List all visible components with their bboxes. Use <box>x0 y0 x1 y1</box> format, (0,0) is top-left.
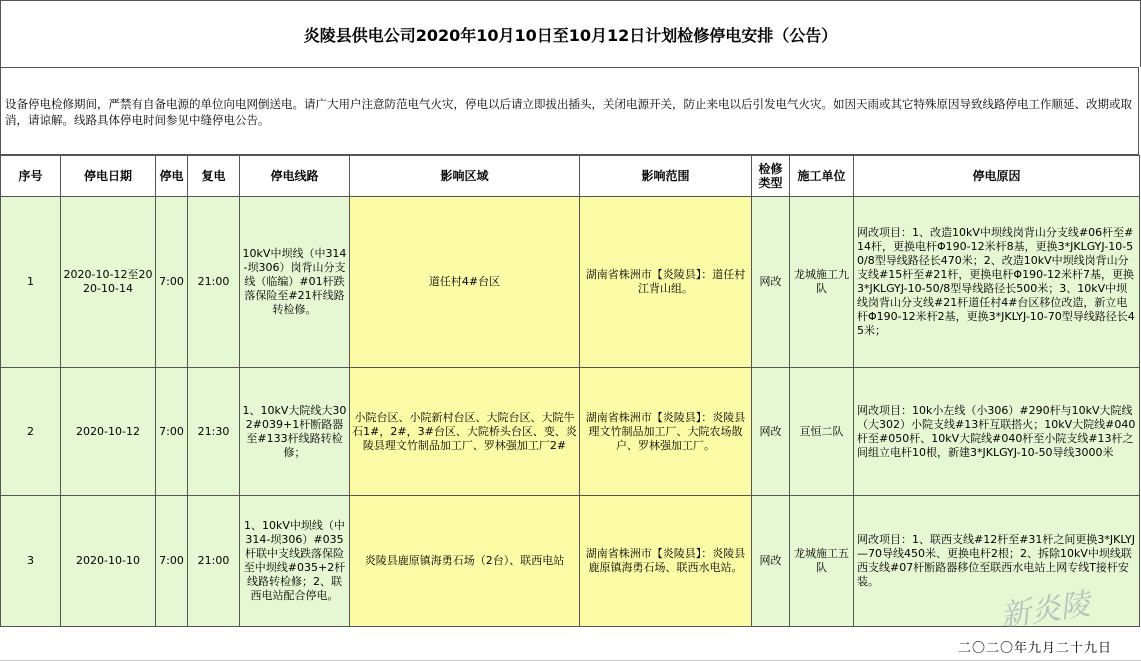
table-header-row <box>1 156 1140 197</box>
cell-date: 2020-10-10 <box>61 496 156 627</box>
cell-off: 7:00 <box>156 197 188 368</box>
cell-on: 21:00 <box>188 197 240 368</box>
header-unit: 施工单位 <box>790 156 854 197</box>
table-row <box>1 496 1140 627</box>
outage-table <box>0 155 1140 627</box>
header-scope: 影响范围 <box>580 156 752 197</box>
cell-date: 2020-10-12至2020-10-14 <box>61 197 156 368</box>
header-on: 复电 <box>188 156 240 197</box>
header-line: 停电线路 <box>240 156 350 197</box>
cell-scope: 湖南省株洲市【炎陵县】：炎陵县理文竹制品加工厂、大院农场散户、罗林强加工厂。 <box>580 368 752 496</box>
cell-area: 道任村4#台区 <box>350 197 580 368</box>
cell-unit: 龙城施工五队 <box>790 496 854 627</box>
bottom-divider <box>0 660 1141 661</box>
cell-line: 1、10kV大院线大302#039+1杆断路器至#133杆线路转检修； <box>240 368 350 496</box>
cell-unit: 亘恒二队 <box>790 368 854 496</box>
cell-area: 炎陵县鹿原镇海勇石场（2台）、联西电站 <box>350 496 580 627</box>
cell-line: 1、10kV中坝线（中314-坝306）#035杆联中支线跌落保险至中坝线#035+2杆线路转检修；2、联西电站配合停电。 <box>240 496 350 627</box>
header-date: 停电日期 <box>61 156 156 197</box>
header-off: 停电 <box>156 156 188 197</box>
cell-off: 7:00 <box>156 496 188 627</box>
cell-reason: 网改项目：1、联西支线#12杆至#31杆之间更换3*JKLYJ—70导线450米、更换电杆2根；2、拆除10kV中坝线联西支线#07杆断路器移位至联西水电站上网专线T接杆安装。 <box>854 496 1140 627</box>
cell-scope: 湖南省株洲市【炎陵县】：炎陵县鹿原镇海勇石场、联西水电站。 <box>580 496 752 627</box>
cell-reason: 网改项目：10k小左线（小306）#290杆与10kV大院线（大302）小院支线#13杆互联搭火；10kV大院线#040杆至#050杆、10kV大院线#040杆至小院支线#13杆之间组立电杆10根，新建3*JKLGYJ-10-50导线3000米 <box>854 368 1140 496</box>
cell-scope: 湖南省株洲市【炎陵县】：道任村江背山组。 <box>580 197 752 368</box>
cell-off: 7:00 <box>156 368 188 496</box>
cell-type: 网改 <box>752 496 790 627</box>
cell-area: 小院台区、小院新村台区、大院台区、大院牛石1#，2#，3#台区、大院桥头台区、变、炎陵县理文竹制品加工厂、罗林强加工厂2# <box>350 368 580 496</box>
table-row <box>1 197 1140 368</box>
notice-box <box>0 67 1139 155</box>
header-no: 序号 <box>1 156 61 197</box>
cell-on: 21:30 <box>188 368 240 496</box>
cell-no: 2 <box>1 368 61 496</box>
table-row <box>1 368 1140 496</box>
cell-reason: 网改项目：1、改造10kV中坝线岗背山分支线#06杆至#14杆，更换电杆Φ190-12米杆8基，更换3*JKLGYJ-10-50/8型导线路径长470米；2、改造10kV中坝线岗背山分支线#15杆至#21杆，更换电杆Φ190-12米杆7基，更换3*JKLGYJ-10-50/8型导线路径长500米；3、10kV中坝线岗背山分支线#21杆道任村4#台区移位改造，新立电杆Φ190-12米杆2基，更换3*JKLYJ-10-70型导线路径长45米； <box>854 197 1140 368</box>
cell-date: 2020-10-12 <box>61 368 156 496</box>
footer-date: 二〇二〇年九月二十九日 <box>958 641 1113 656</box>
header-type: 检修类型 <box>752 156 790 197</box>
cell-no: 1 <box>1 197 61 368</box>
cell-on: 21:00 <box>188 496 240 627</box>
cell-type: 网改 <box>752 368 790 496</box>
notice-text: 设备停电检修期间，严禁有自备电源的单位向电网倒送电。请广大用户注意防范电气火灾，停电以后请立即拔出插头，关闭电源开关，防止来电以后引发电气火灾。如因天雨或其它特殊原因导致线路停电工作顺延、改期或取消，请谅解。线路具体停电时间参见中缝停电公告。 <box>5 97 1132 127</box>
page-title: 炎陵县供电公司2020年10月10日至10月12日计划检修停电安排（公告） <box>0 0 1141 67</box>
header-area: 影响区域 <box>350 156 580 197</box>
cell-unit: 龙城施工九队 <box>790 197 854 368</box>
cell-no: 3 <box>1 496 61 627</box>
watermark-logo: 新炎陵 <box>998 586 1093 635</box>
cell-type: 网改 <box>752 197 790 368</box>
cell-line: 10kV中坝线（中314-坝306）岗背山分支线（临编）#01杆跌落保险至#21杆线路转检修。 <box>240 197 350 368</box>
header-reason: 停电原因 <box>854 156 1140 197</box>
